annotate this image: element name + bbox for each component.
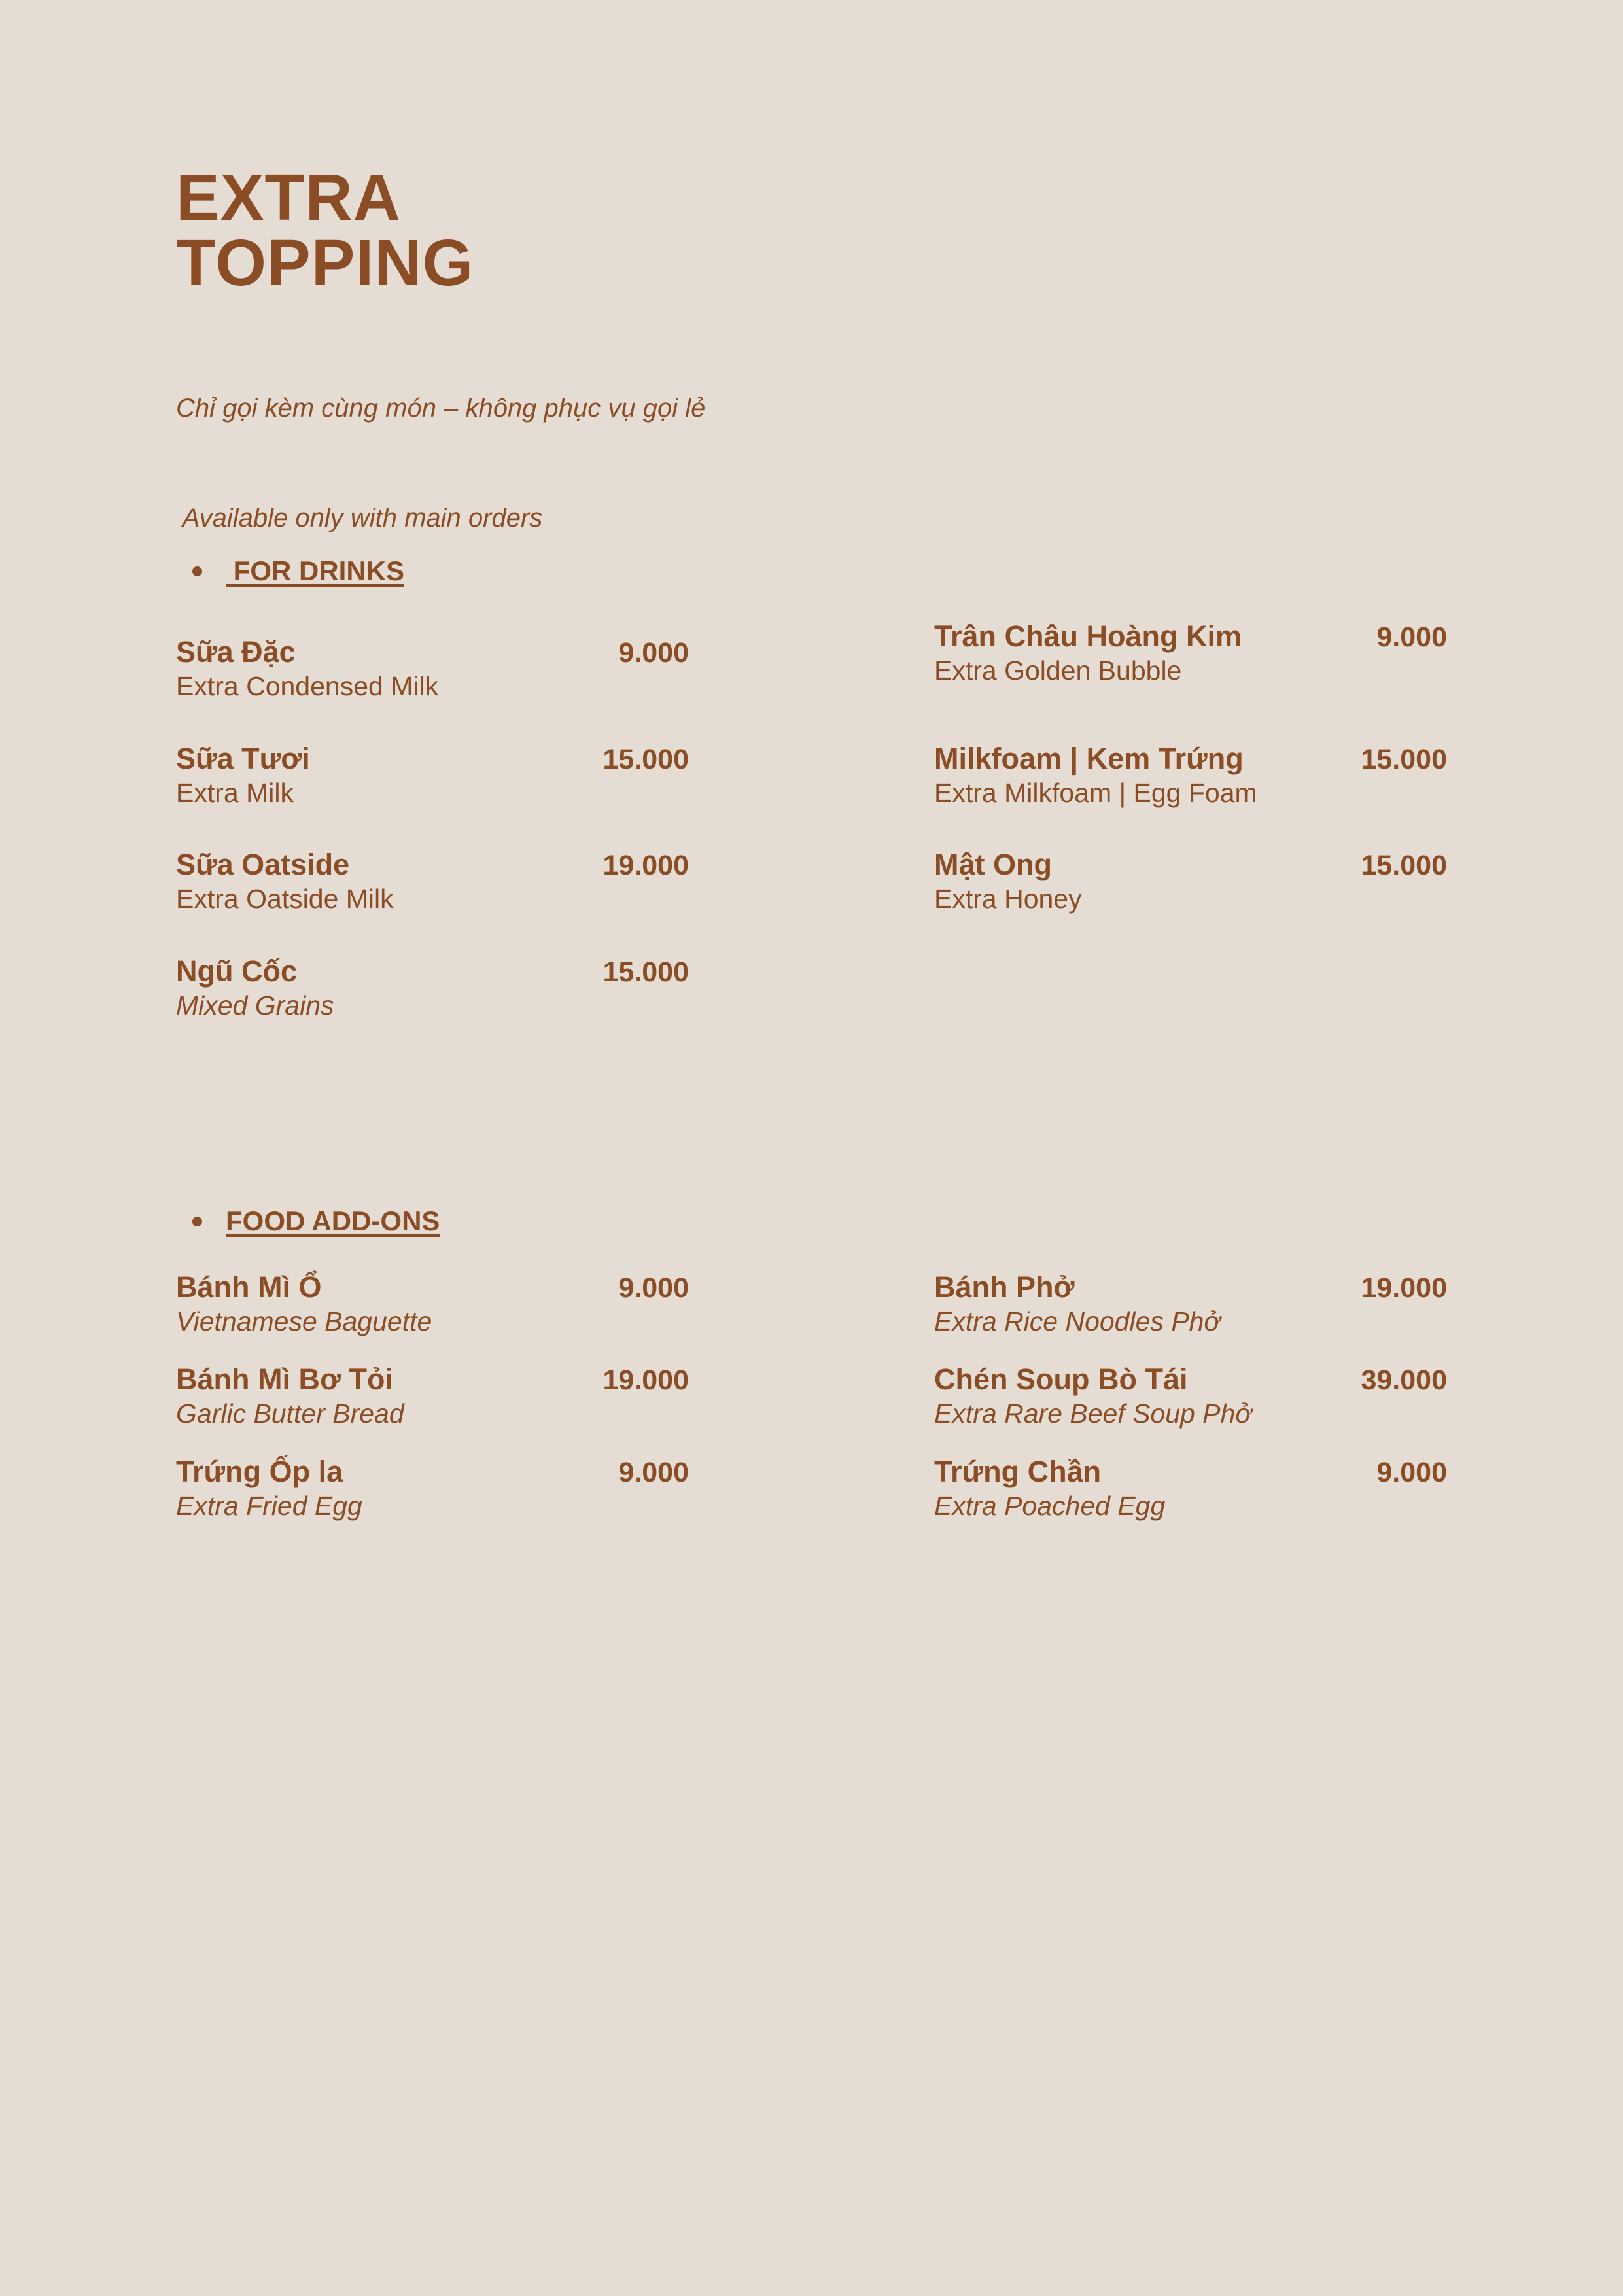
item-price: 9.000 <box>1376 1457 1447 1488</box>
title-line-2: TOPPING <box>176 226 474 300</box>
menu-item <box>176 1363 689 1430</box>
item-price: 39.000 <box>1361 1365 1447 1396</box>
item-name: Mật Ong <box>934 848 1052 881</box>
menu-item <box>176 848 689 915</box>
menu-item <box>176 742 689 809</box>
item-description: Vietnamese Baguette <box>176 1306 432 1336</box>
item-name: Trứng Ốp la <box>176 1455 343 1488</box>
menu-item <box>934 848 1447 915</box>
bullet-icon <box>192 566 202 576</box>
item-name: Bánh Phở <box>934 1270 1075 1304</box>
item-price: 15.000 <box>1361 850 1447 881</box>
menu-item <box>176 1455 689 1522</box>
item-name: Bánh Mì Ổ <box>176 1270 322 1304</box>
item-price: 19.000 <box>602 850 689 881</box>
item-price: 15.000 <box>602 744 689 775</box>
subtitle-english: Available only with main orders <box>176 504 543 532</box>
section-title-food: FOOD ADD-ONS <box>226 1206 440 1236</box>
item-price: 15.000 <box>1361 744 1447 775</box>
menu-item <box>176 954 689 1022</box>
section-title-drinks: FOR DRINKS <box>226 555 404 586</box>
bullet-icon <box>192 1217 202 1226</box>
title-line-1: EXTRA <box>176 161 401 234</box>
subtitle-vietnamese: Chỉ gọi kèm cùng món – không phục vụ gọi lẻ <box>176 394 706 423</box>
item-description: Extra Rice Noodles Phở <box>934 1306 1221 1336</box>
menu-item <box>934 1270 1447 1338</box>
item-price: 9.000 <box>618 1457 689 1488</box>
section-heading-food <box>176 1205 440 1238</box>
item-name: Trứng Chần <box>934 1455 1102 1488</box>
menu-item <box>176 635 689 703</box>
menu-item <box>934 742 1447 809</box>
item-price: 19.000 <box>602 1365 689 1396</box>
item-description: Mixed Grains <box>176 990 334 1020</box>
item-name: Sữa Oatside <box>176 848 350 881</box>
item-name: Trân Châu Hoàng Kim <box>934 619 1242 653</box>
item-price: 9.000 <box>618 1272 689 1304</box>
menu-item <box>934 1363 1447 1430</box>
item-name: Bánh Mì Bơ Tỏi <box>176 1363 393 1396</box>
menu-item <box>934 1455 1447 1522</box>
page-title <box>176 161 474 300</box>
item-name: Sữa Đặc <box>176 635 296 669</box>
item-description: Extra Milk <box>176 778 294 808</box>
item-description: Extra Milkfoam | Egg Foam <box>934 778 1257 808</box>
item-price: 9.000 <box>618 637 689 669</box>
section-heading-drinks <box>176 555 404 587</box>
item-description: Extra Poached Egg <box>934 1491 1166 1521</box>
item-description: Garlic Butter Bread <box>176 1399 404 1429</box>
item-description: Extra Condensed Milk <box>176 671 439 701</box>
item-price: 9.000 <box>1376 621 1447 653</box>
item-description: Extra Oatside Milk <box>176 884 394 914</box>
item-description: Extra Fried Egg <box>176 1491 362 1521</box>
item-name: Milkfoam | Kem Trứng <box>934 742 1244 775</box>
item-name: Chén Soup Bò Tái <box>934 1363 1188 1396</box>
item-name: Sữa Tươi <box>176 742 310 775</box>
item-description: Extra Honey <box>934 884 1082 914</box>
menu-item <box>176 1270 689 1338</box>
item-price: 19.000 <box>1361 1272 1447 1304</box>
item-price: 15.000 <box>602 956 689 988</box>
menu-item <box>934 619 1447 687</box>
item-name: Ngũ Cốc <box>176 954 297 988</box>
item-description: Extra Rare Beef Soup Phở <box>934 1399 1252 1429</box>
item-description: Extra Golden Bubble <box>934 655 1182 686</box>
